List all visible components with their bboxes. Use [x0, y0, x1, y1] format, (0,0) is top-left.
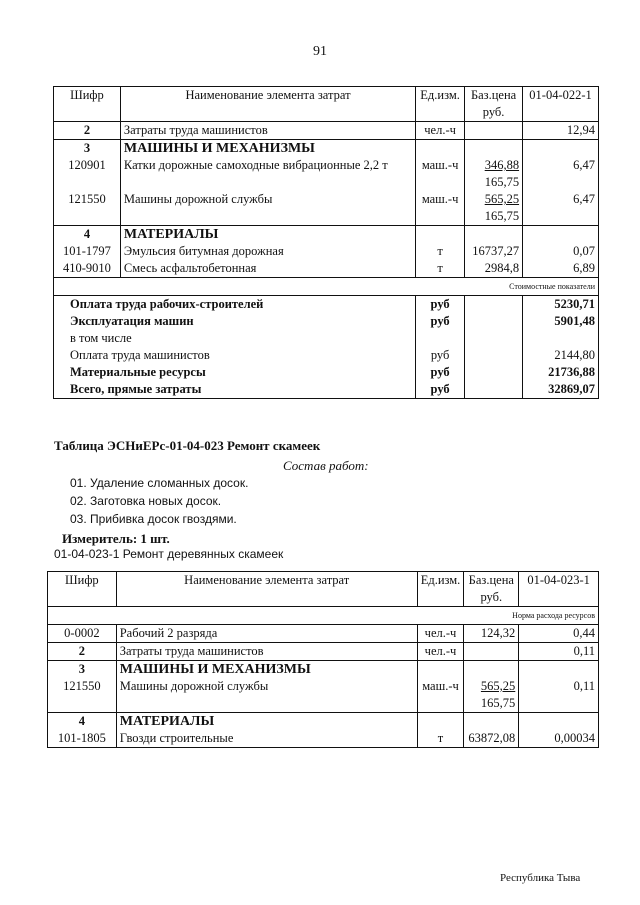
row-section-title: МАШИНЫ И МЕХАНИЗМЫ	[120, 140, 415, 158]
row-code: 120901	[54, 157, 121, 191]
table-row	[54, 191, 599, 226]
row-price	[465, 157, 523, 191]
table-title: Таблица ЭСНиЕРс-01-04-023 Ремонт скамеек	[54, 438, 321, 453]
row-price	[464, 678, 519, 713]
row-code: 4	[54, 226, 121, 244]
row-code: 3	[48, 661, 117, 679]
table-row	[48, 625, 599, 643]
row-name: Машины дорожной службы	[120, 191, 415, 226]
resource-table-1	[53, 86, 599, 399]
row-price	[464, 643, 519, 661]
table-row	[48, 730, 599, 748]
table-row	[54, 226, 599, 244]
summary-unit: руб	[416, 364, 465, 381]
summary-value: 32869,07	[523, 381, 599, 399]
page-number: 91	[313, 44, 327, 59]
header-unit: Ед.изм.	[417, 572, 464, 607]
row-code: 2	[48, 643, 117, 661]
row-value: 6,47	[523, 157, 599, 191]
row-code: 0-0002	[48, 625, 117, 643]
header-name: Наименование элемента затрат	[120, 87, 415, 122]
summary-row	[54, 381, 599, 399]
price-main: 565,25	[484, 192, 520, 206]
row-section-title: МАТЕРИАЛЫ	[116, 713, 417, 731]
summary-unit: руб	[416, 381, 465, 399]
footer-region: Республика Тыва	[500, 872, 581, 884]
header-base-price: Баз.цена руб.	[464, 572, 519, 607]
summary-value: 2144,80	[523, 347, 599, 364]
row-unit: маш.-ч	[417, 678, 464, 713]
row-unit: чел.-ч	[417, 643, 464, 661]
header-norm-code: 01-04-023-1	[519, 572, 599, 607]
row-value: 0,00034	[519, 730, 599, 748]
row-value: 0,07	[523, 243, 599, 260]
row-section-title: МАШИНЫ И МЕХАНИЗМЫ	[116, 661, 417, 679]
summary-value: 5230,71	[523, 296, 599, 314]
header-unit: Ед.изм.	[416, 87, 465, 122]
summary-unit: руб	[416, 296, 465, 314]
norm-code-line: 01-04-023-1 Ремонт деревянных скамеек	[54, 547, 284, 561]
summary-label: в том числе	[54, 330, 416, 347]
price-secondary: 165,75	[484, 209, 520, 223]
table-row	[54, 260, 599, 278]
row-unit: маш.-ч	[416, 191, 465, 226]
row-value: 6,47	[523, 191, 599, 226]
row-price: 2984,8	[465, 260, 523, 278]
composition-heading: Состав работ:	[283, 458, 369, 473]
resource-table-2	[47, 571, 599, 748]
row-unit: чел.-ч	[417, 625, 464, 643]
row-price: 16737,27	[465, 243, 523, 260]
header-code: Шифр	[48, 572, 117, 607]
row-name: Эмульсия битумная дорожная	[120, 243, 415, 260]
row-value: 6,89	[523, 260, 599, 278]
header-base-price: Баз.цена руб.	[465, 87, 523, 122]
header-code: Шифр	[54, 87, 121, 122]
row-name: Затраты труда машинистов	[120, 122, 415, 140]
table-row	[54, 157, 599, 191]
table-header	[48, 572, 599, 607]
table-row	[54, 243, 599, 260]
price-main: 565,25	[480, 679, 516, 693]
summary-row	[54, 313, 599, 330]
price-secondary: 165,75	[480, 696, 516, 710]
row-code: 121550	[54, 191, 121, 226]
row-name: Затраты труда машинистов	[116, 643, 417, 661]
work-item: 02. Заготовка новых досок.	[70, 494, 222, 508]
row-code: 3	[54, 140, 121, 158]
summary-row	[54, 347, 599, 364]
row-name: Катки дорожные самоходные вибрационные 2,2 т	[120, 157, 415, 191]
row-unit: т	[416, 243, 465, 260]
row-price	[465, 191, 523, 226]
summary-row	[54, 364, 599, 381]
table-header	[54, 87, 599, 122]
row-price: 63872,08	[464, 730, 519, 748]
row-code: 101-1805	[48, 730, 117, 748]
cost-indicators-row	[54, 278, 599, 296]
summary-label: Эксплуатация машин	[54, 313, 416, 330]
summary-unit: руб	[416, 347, 465, 364]
row-unit: маш.-ч	[416, 157, 465, 191]
table-row	[54, 122, 599, 140]
row-price: 124,32	[464, 625, 519, 643]
row-code: 101-1797	[54, 243, 121, 260]
row-unit: чел.-ч	[416, 122, 465, 140]
row-unit: т	[417, 730, 464, 748]
summary-row	[54, 330, 599, 347]
work-item: 03. Прибивка досок гвоздями.	[70, 512, 237, 526]
header-name: Наименование элемента затрат	[116, 572, 417, 607]
norm-label-row	[48, 607, 599, 625]
summary-unit: руб	[416, 313, 465, 330]
row-value: 0,11	[519, 678, 599, 713]
price-secondary: 165,75	[484, 175, 520, 189]
summary-label: Оплата труда машинистов	[54, 347, 416, 364]
cost-indicators-label: Стоимостные показатели	[54, 278, 599, 296]
work-item: 01. Удаление сломанных досок.	[70, 476, 249, 490]
row-code: 410-9010	[54, 260, 121, 278]
measure-unit: Измеритель: 1 шт.	[62, 531, 170, 546]
row-value: 12,94	[523, 122, 599, 140]
summary-label: Материальные ресурсы	[54, 364, 416, 381]
table-row	[48, 678, 599, 713]
row-code: 121550	[48, 678, 117, 713]
row-value: 0,11	[519, 643, 599, 661]
row-code: 4	[48, 713, 117, 731]
table-row	[48, 661, 599, 679]
table-row	[48, 643, 599, 661]
norm-label: Норма расхода ресурсов	[48, 607, 599, 625]
summary-value: 21736,88	[523, 364, 599, 381]
row-value: 0,44	[519, 625, 599, 643]
summary-row	[54, 296, 599, 314]
row-section-title: МАТЕРИАЛЫ	[120, 226, 415, 244]
summary-label: Всего, прямые затраты	[54, 381, 416, 399]
row-price	[465, 122, 523, 140]
table-row	[54, 140, 599, 158]
row-name: Гвозди строительные	[116, 730, 417, 748]
row-name: Рабочий 2 разряда	[116, 625, 417, 643]
table-row	[48, 713, 599, 731]
summary-value: 5901,48	[523, 313, 599, 330]
row-unit: т	[416, 260, 465, 278]
header-norm-code: 01-04-022-1	[523, 87, 599, 122]
row-name: Машины дорожной службы	[116, 678, 417, 713]
row-name: Смесь асфальтобетонная	[120, 260, 415, 278]
summary-label: Оплата труда рабочих-строителей	[54, 296, 416, 314]
row-code: 2	[54, 122, 121, 140]
price-main: 346,88	[484, 158, 520, 172]
